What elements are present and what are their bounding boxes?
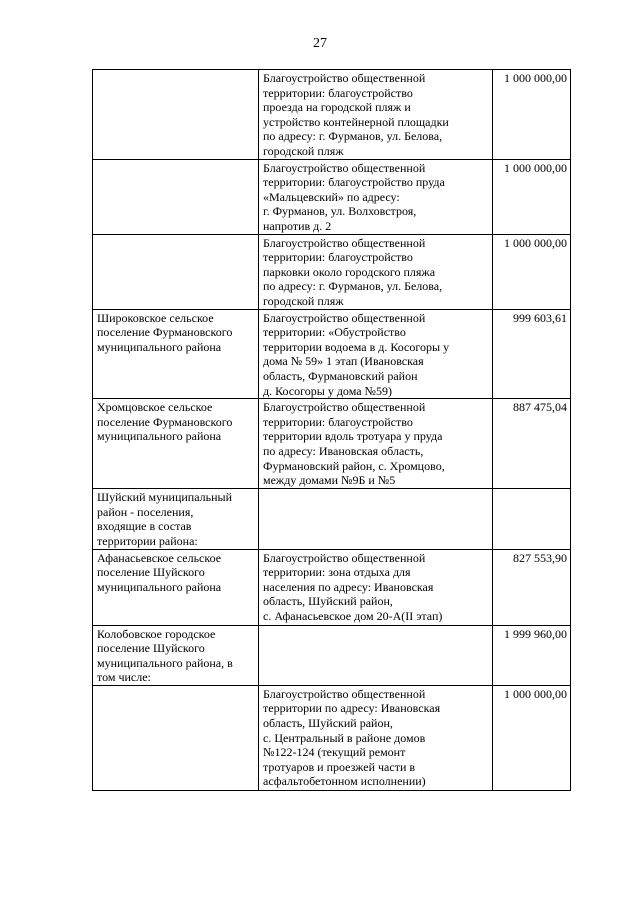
description-cell: Благоустройство общественной территории: благоустройство проезда на городской пляж и устройство контейнерной площадки по адресу: г. Фурманов, ул. Белова, городской пляж bbox=[259, 70, 493, 160]
amount-cell: 1 000 000,00 bbox=[493, 234, 571, 309]
description-cell: Благоустройство общественной территории: благоустройство парковки около городского пляжа по адресу: г. Фурманов, ул. Белова, городской пляж bbox=[259, 234, 493, 309]
amount-cell: 827 553,90 bbox=[493, 549, 571, 625]
municipality-cell bbox=[93, 70, 259, 160]
description-cell: Благоустройство общественной территории по адресу: Ивановская область, Шуйский район, с. Центральный в районе домов №122-124 (текущий ремонт тротуаров и проезжей части в асфальтобетонном исполнении) bbox=[259, 685, 493, 790]
municipality-cell: Шуйский муниципальный район - поселения, входящие в состав территории района: bbox=[93, 489, 259, 549]
municipality-cell bbox=[93, 234, 259, 309]
table-row bbox=[93, 549, 571, 625]
description-cell: Благоустройство общественной территории: благоустройство территории вдоль тротуара у пруда по адресу: Ивановская область, Фурмановский район, с. Хромцово, между домами №9Б и №5 bbox=[259, 399, 493, 489]
table-row bbox=[93, 399, 571, 489]
amount-cell: 1 999 960,00 bbox=[493, 625, 571, 685]
municipality-cell: Афанасьевское сельское поселение Шуйского муниципального района bbox=[93, 549, 259, 625]
allocation-table bbox=[92, 69, 571, 791]
amount-cell bbox=[493, 489, 571, 549]
table-row bbox=[93, 309, 571, 399]
municipality-cell bbox=[93, 159, 259, 234]
description-cell bbox=[259, 625, 493, 685]
description-cell bbox=[259, 489, 493, 549]
table-row bbox=[93, 234, 571, 309]
municipality-cell: Колобовское городское поселение Шуйского муниципального района, в том числе: bbox=[93, 625, 259, 685]
municipality-cell: Хромцовское сельское поселение Фурмановского муниципального района bbox=[93, 399, 259, 489]
description-cell: Благоустройство общественной территории: благоустройство пруда «Мальцевский» по адресу: г. Фурманов, ул. Волховстроя, напротив д. 2 bbox=[259, 159, 493, 234]
amount-cell: 1 000 000,00 bbox=[493, 70, 571, 160]
description-cell: Благоустройство общественной территории: зона отдыха для населения по адресу: Ивановская область, Шуйский район, с. Афанасьевское дом 20-А(II этап) bbox=[259, 549, 493, 625]
table-row bbox=[93, 625, 571, 685]
municipality-cell: Широковское сельское поселение Фурмановского муниципального района bbox=[93, 309, 259, 399]
page-number: 27 bbox=[313, 36, 327, 51]
amount-cell: 999 603,61 bbox=[493, 309, 571, 399]
table-row bbox=[93, 489, 571, 549]
table-row bbox=[93, 70, 571, 160]
table-row bbox=[93, 685, 571, 790]
table-row bbox=[93, 159, 571, 234]
amount-cell: 887 475,04 bbox=[493, 399, 571, 489]
municipality-cell bbox=[93, 685, 259, 790]
amount-cell: 1 000 000,00 bbox=[493, 685, 571, 790]
description-cell: Благоустройство общественной территории: «Обустройство территории водоема в д. Косогоры у дома № 59» 1 этап (Ивановская область, Фурмановский район д. Косогоры у дома №59) bbox=[259, 309, 493, 399]
amount-cell: 1 000 000,00 bbox=[493, 159, 571, 234]
